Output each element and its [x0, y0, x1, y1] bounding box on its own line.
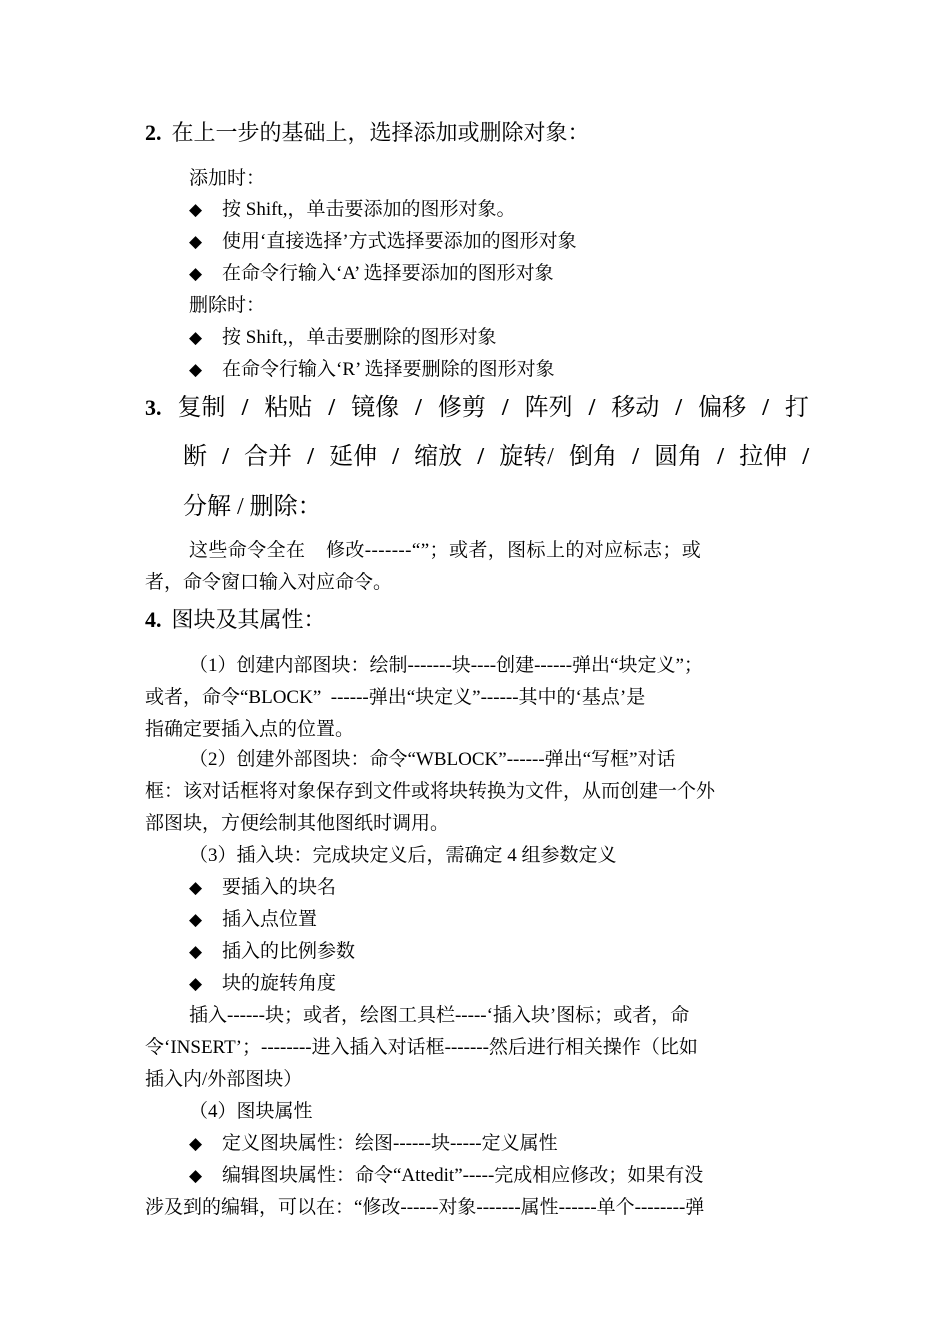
- delete-item-1: ◆ 按 Shift,，单击要删除的图形对象: [189, 325, 496, 351]
- insert-param-item-4: ◆ 块的旋转角度: [189, 971, 336, 997]
- add-label: 添加时：: [189, 168, 266, 189]
- delete-item-2: ◆ 在命令行输入‘R’ 选择要删除的图形对象: [189, 357, 555, 383]
- bullet-diamond-icon: ◆: [189, 1166, 203, 1185]
- section-4-para-1: （1）创建内部图块：绘制-------块----创建------弹出“块定义”； 或者，命令“BLOCK” ------弹出“块定义”------其中的‘基点’是 指确定要插入点的位置。: [145, 655, 703, 740]
- bullet-diamond-icon: ◆: [189, 1134, 203, 1153]
- bullet-diamond-icon: ◆: [189, 200, 203, 219]
- section-3-note-line-1: 这些命令全在 修改-------“”；或者，图标上的对应标志；或: [189, 540, 702, 561]
- add-item-1: ◆ 按 Shift,，单击要添加的图形对象。: [189, 197, 515, 223]
- section-3-number: 3.: [145, 395, 162, 420]
- section-4-para-2: （2）创建外部图块：命令“WBLOCK”------弹出“写框”对话 框：该对话框将对象保存到文件或将块转换为文件，从而创建一个外 部图块，方便绘制其他图纸时调用。: [145, 749, 716, 834]
- section-4-para-3b: 插入------块；或者，绘图工具栏-----‘插入块’图标；或者，命 令‘INSERT’；--------进入插入对话框-------然后进行相关操作（比如 插入内/外部图块）: [145, 1005, 698, 1090]
- bullet-diamond-icon: ◆: [189, 328, 203, 347]
- block-attr-item-2: ◆ 编辑图块属性：命令“Attedit”-----完成相应修改；如果有没 涉及到的编辑，可以在：“修改------对象-------属性------单个--------弹: [145, 1128, 809, 1224]
- insert-param-item-3: ◆ 插入的比例参数: [189, 939, 355, 965]
- add-item-2: ◆ 使用‘直接选择’方式选择要添加的图形对象: [189, 229, 577, 255]
- section-3-line-1: 3. 复制 / 粘贴 / 镜像 / 修剪 / 阵列 / 移动 / 偏移 / 打: [145, 392, 809, 424]
- section-4-para-4-heading: （4）图块属性: [189, 1101, 313, 1122]
- bullet-diamond-icon: ◆: [189, 942, 203, 961]
- bullet-diamond-icon: ◆: [189, 360, 203, 379]
- delete-label: 删除时：: [189, 295, 266, 316]
- section-2-number: 2.: [145, 120, 162, 145]
- section-4-para-3-heading: （3）插入块：完成块定义后，需确定 4 组参数定义: [189, 845, 617, 866]
- add-item-3: ◆ 在命令行输入‘A’ 选择要添加的图形对象: [189, 261, 554, 287]
- bullet-diamond-icon: ◆: [189, 974, 203, 993]
- section-3-line-3: 分解 / 删除：: [183, 494, 322, 520]
- bullet-diamond-icon: ◆: [189, 232, 203, 251]
- section-3-note: [145, 535, 809, 599]
- section-4-heading: [145, 605, 326, 635]
- section-3-note-line-2: 者，命令窗口输入对应命令。: [145, 572, 393, 593]
- section-4-title: 图块及其属性：: [171, 607, 326, 632]
- section-2-title: 在上一步的基础上，选择添加或删除对象：: [171, 120, 590, 145]
- insert-param-item-1: ◆ 要插入的块名: [189, 875, 336, 901]
- bullet-diamond-icon: ◆: [189, 878, 203, 897]
- block-attr-item-1: ◆ 定义图块属性：绘图------块-----定义属性: [189, 1131, 558, 1157]
- bullet-diamond-icon: ◆: [189, 264, 203, 283]
- section-3-line-2: 断 / 合并 / 延伸 / 缩放 / 旋转/ 倒角 / 圆角 / 拉伸 /: [183, 444, 809, 470]
- section-4-number: 4.: [145, 607, 162, 632]
- insert-param-item-2: ◆ 插入点位置: [189, 907, 317, 933]
- bullet-diamond-icon: ◆: [189, 910, 203, 929]
- section-2-heading: [145, 118, 590, 148]
